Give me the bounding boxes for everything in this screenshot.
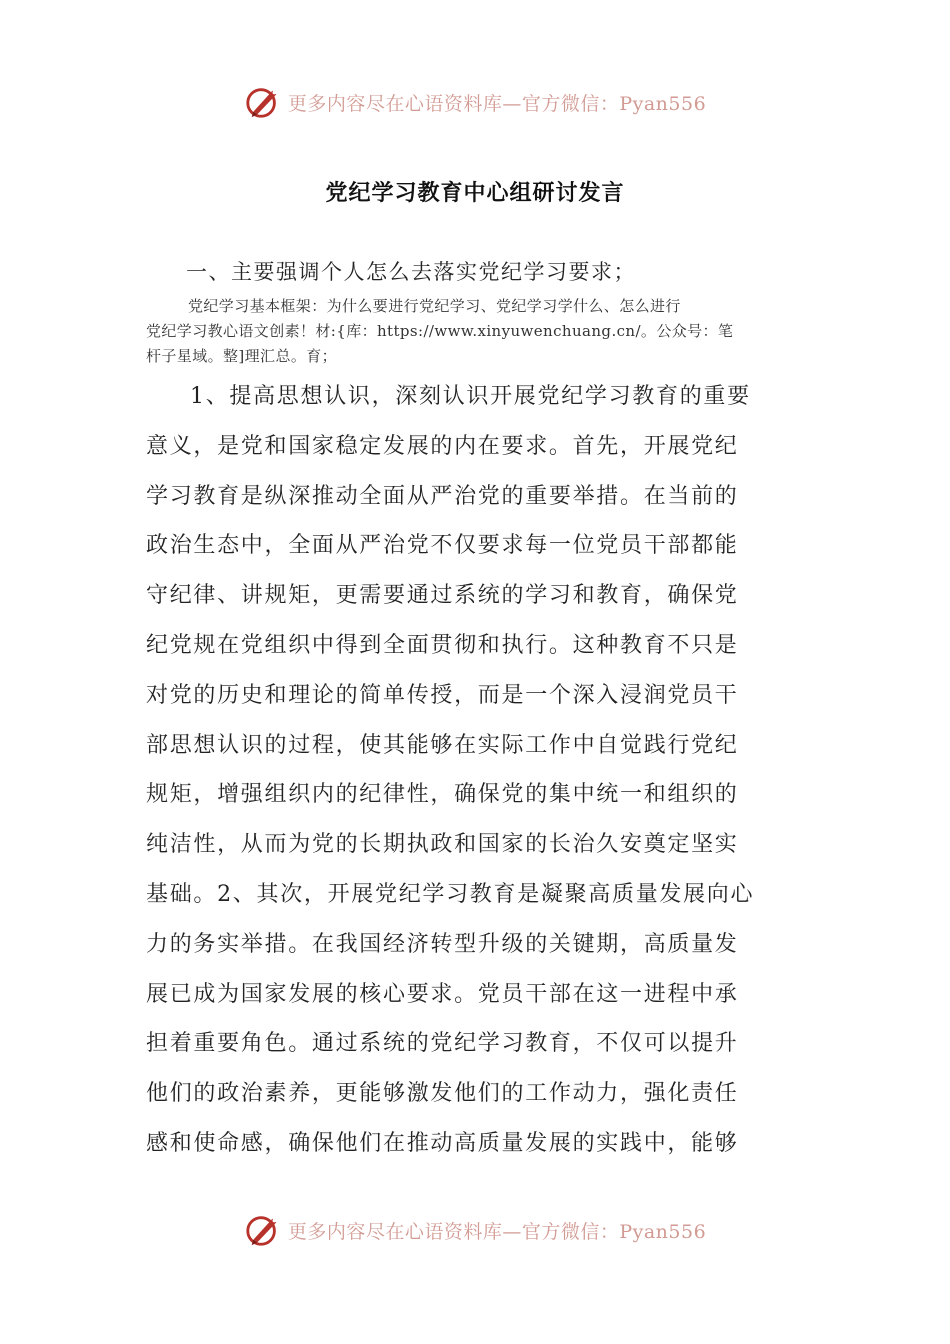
body-line: 守纪律、讲规矩，更需要通过系统的学习和教育，确保党 <box>146 583 739 609</box>
note-line: 党纪学习教心语文创素！材:{库：https://www.xinyuwenchuang.cn/。公众号：笔 <box>146 322 734 340</box>
note-line: 杆子星域。整]理汇总。育； <box>146 347 338 365</box>
banner-text: 更多内容尽在心语资料库—官方微信：Pyan556 <box>287 1220 707 1243</box>
body-line: 1、提高思想认识，深刻认识开展党纪学习教育的重要 <box>190 384 751 409</box>
body-line: 政治生态中，全面从严治党不仅要求每一位党员干部都能 <box>146 533 739 559</box>
body-line: 他们的政治素养，更能够激发他们的工作动力，强化责任 <box>146 1081 739 1107</box>
body-line: 感和使命感，确保他们在推动高质量发展的实践中，能够 <box>146 1130 739 1156</box>
body-line: 纪党规在党组织中得到全面贯彻和执行。这种教育不只是 <box>146 632 739 658</box>
body-line: 展已成为国家发展的核心要求。党员干部在这一进程中承 <box>146 981 739 1007</box>
header-watermark-banner <box>0 80 950 124</box>
body-text <box>146 372 806 1169</box>
body-line: 规矩，增强组织内的纪律性，确保党的集中统一和组织的 <box>146 782 739 808</box>
footer-watermark-banner <box>0 1208 950 1252</box>
body-line: 纯洁性，从而为党的长期执政和国家的长治久安奠定坚实 <box>146 832 739 858</box>
body-line: 意义，是党和国家稳定发展的内在要求。首先，开展党纪 <box>146 433 739 459</box>
note-line: 党纪学习基本框架：为什么要进行党纪学习、党纪学习学什么、怎么进行 <box>188 297 681 315</box>
pen-logo-icon <box>244 1211 282 1249</box>
body-line: 基础。2、其次，开展党纪学习教育是凝聚高质量发展向心 <box>146 881 755 907</box>
body-line: 部思想认识的过程，使其能够在实际工作中自觉践行党纪 <box>146 732 739 758</box>
section-heading: 一、主要强调个人怎么去落实党纪学习要求； <box>186 260 636 284</box>
body-line: 学习教育是纵深推动全面从严治党的重要举措。在当前的 <box>146 483 739 509</box>
document-title: 党纪学习教育中心组研讨发言 <box>325 181 625 206</box>
body-line: 对党的历史和理论的简单传授，而是一个深入浸润党员干 <box>146 682 739 708</box>
framework-note <box>146 294 808 369</box>
body-line: 担着重要角色。通过系统的党纪学习教育，不仅可以提升 <box>146 1031 739 1057</box>
pen-logo-icon <box>244 83 282 121</box>
body-line: 力的务实举措。在我国经济转型升级的关键期，高质量发 <box>146 931 739 957</box>
banner-text: 更多内容尽在心语资料库—官方微信：Pyan556 <box>287 92 707 115</box>
